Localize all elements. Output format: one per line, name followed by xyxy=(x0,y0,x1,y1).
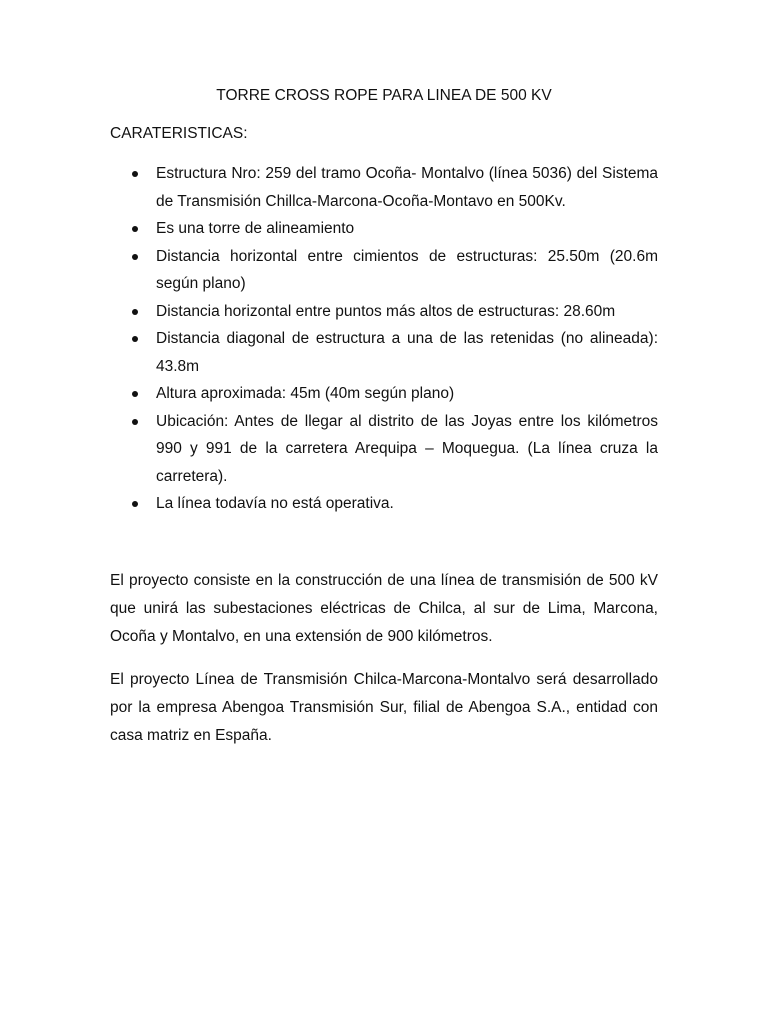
list-item xyxy=(110,490,658,518)
list-item-text: Distancia diagonal de estructura a una de las retenidas (no alineada): 43.8m xyxy=(156,330,658,375)
list-item-text: Es una torre de alineamiento xyxy=(156,220,355,237)
list-item-text: Distancia horizontal entre cimientos de estructuras: 25.50m (20.6m según plano) xyxy=(156,247,658,292)
bullet-icon xyxy=(132,309,138,315)
list-item xyxy=(110,160,658,215)
list-item xyxy=(110,325,658,380)
document-title: TORRE CROSS ROPE PARA LINEA DE 500 KV xyxy=(216,87,552,104)
bullet-icon xyxy=(132,391,138,397)
list-item xyxy=(110,215,658,243)
list-item xyxy=(110,408,658,491)
section-heading: CARATERISTICAS: xyxy=(110,125,248,142)
list-item-text: Distancia horizontal entre puntos más altos de estructuras: 28.60m xyxy=(156,302,616,320)
list-item xyxy=(110,380,658,408)
bullet-icon xyxy=(132,226,138,232)
list-item-text: La línea todavía no está operativa. xyxy=(156,495,394,512)
list-item-text: Ubicación: Antes de llegar al distrito de las Joyas entre los kilómetros 990 y 991 de la carretera Arequipa – Moquegua. (La línea cruza la carretera). xyxy=(156,412,658,485)
list-item-text: Altura aproximada: 45m (40m según plano) xyxy=(156,385,455,402)
list-item xyxy=(110,298,658,326)
list-item xyxy=(110,243,658,298)
list-item-text: Estructura Nro: 259 del tramo Ocoña- Montalvo (línea 5036) del Sistema de Transmisión Chillca-Marcona-Ocoña-Montavo en 500Kv. xyxy=(156,165,658,210)
bullet-icon xyxy=(132,254,138,260)
paragraph-project-description: El proyecto consiste en la construcción de una línea de transmisión de 500 kV que unirá las subestaciones eléctricas de Chilca, al sur de Lima, Marcona, Ocoña y Montalvo, en una extensión de 900 kilómetros. xyxy=(110,572,658,645)
bullet-icon xyxy=(132,171,138,177)
characteristics-list xyxy=(110,160,658,518)
paragraph-project-developer: El proyecto Línea de Transmisión Chilca-Marcona-Montalvo será desarrollado por la empresa Abengoa Transmisión Sur, filial de Abengoa S.A., entidad con casa matriz en España. xyxy=(110,671,658,744)
bullet-icon xyxy=(132,501,138,507)
bullet-icon xyxy=(132,336,138,342)
bullet-icon xyxy=(132,419,138,425)
